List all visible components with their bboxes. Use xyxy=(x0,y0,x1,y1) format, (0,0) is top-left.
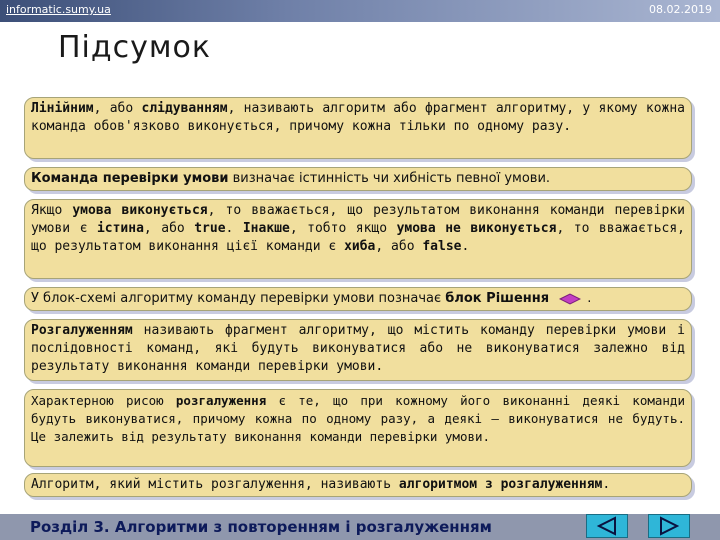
next-slide-button[interactable] xyxy=(648,514,690,538)
footer-title: Розділ 3. Алгоритми з повторенням і розгалуженням xyxy=(30,518,492,536)
previous-slide-button[interactable] xyxy=(586,514,628,538)
block-text: є те, що при кожному його виконанні деякі команди будуть виконуватися, причому кожна по одному разу, а деякі — виконуватися не будуть. Це залежить від результату виконання команди перевірки умови. xyxy=(31,393,685,444)
block-text-bold: Команда перевірки умови xyxy=(31,171,229,186)
block-text: , то вважається, що результатом виконання команди перевірки умови є xyxy=(31,203,685,236)
block-text-bold: true xyxy=(194,221,226,236)
block-text: . xyxy=(602,477,611,492)
block-text: , або xyxy=(143,221,195,236)
block-text: , то вважається, що результатом виконання цієї команди є xyxy=(31,221,686,254)
block-text-bold: істина xyxy=(96,221,144,236)
triangle-right-icon xyxy=(649,515,689,537)
block-text-bold: умова не виконується xyxy=(396,221,557,236)
block-text: Характерною рисою xyxy=(31,393,176,408)
block-text: Алгоритм, який містить розгалуження, називають xyxy=(31,477,399,492)
block-text-bold: Розгалуженням xyxy=(31,323,133,338)
top-bar xyxy=(0,0,720,22)
summary-block-branching-feature xyxy=(24,389,692,467)
block-text: , називають алгоритм або фрагмент алгоритму, у якому кожна команда обов'язково виконується, причому кожна тільки по одному разу. xyxy=(31,101,685,134)
block-text-bold: слідуванням xyxy=(141,101,228,116)
block-text-bold: алгоритмом з розгалуженням xyxy=(398,477,603,492)
slide-date: 08.02.2019 xyxy=(649,3,712,16)
summary-block-branching xyxy=(24,319,692,381)
summary-block-branching-algorithm xyxy=(24,473,692,497)
block-text: Якщо xyxy=(31,203,73,218)
site-link[interactable]: informatic.sumy.ua xyxy=(6,3,111,16)
decision-diamond-icon xyxy=(559,293,581,305)
block-text-bold: false xyxy=(422,239,462,254)
block-text: . xyxy=(225,221,243,236)
block-text: , або xyxy=(375,239,423,254)
decision-bold: блок Рішення xyxy=(445,291,550,306)
block-text: , або xyxy=(93,101,142,116)
decision-end: . xyxy=(587,291,592,306)
triangle-left-icon xyxy=(587,515,627,537)
block-text-bold: Лінійним xyxy=(31,101,94,116)
block-text: . xyxy=(461,239,470,254)
summary-block-condition-command xyxy=(24,167,692,191)
block-text-bold: Інакше xyxy=(242,221,290,236)
page-title: Підсумок xyxy=(58,30,211,65)
block-text-bold: розгалуження xyxy=(175,393,267,408)
block-text: визначає істинність чи хибність певної умови. xyxy=(228,171,551,186)
summary-block-condition-result xyxy=(24,199,692,279)
block-text: називають фрагмент алгоритму, що містить команду перевірки умови і послідовності команд, які будуть виконуватися або не виконуватися залежно від результату виконання команди перевірки умови. xyxy=(31,323,685,374)
block-text-bold: умова виконується xyxy=(72,203,208,218)
block-text: , тобто якщо xyxy=(289,221,397,236)
summary-block-decision xyxy=(24,287,692,311)
decision-text: У блок-схемі алгоритму команду перевірки умови позначає xyxy=(31,291,446,306)
block-text-bold: хиба xyxy=(344,239,376,254)
summary-block-linear xyxy=(24,97,692,159)
